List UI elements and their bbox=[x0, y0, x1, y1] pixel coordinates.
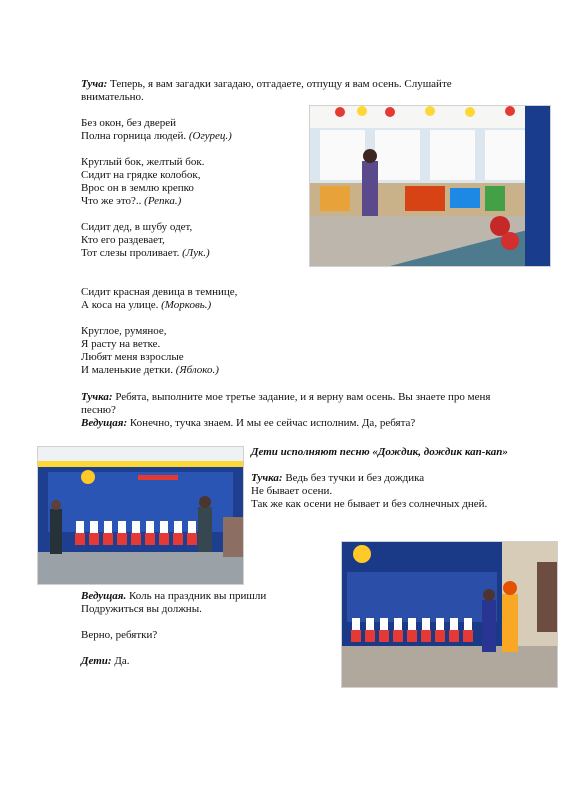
speaker-label: Дети: bbox=[81, 655, 112, 667]
kids-text: Да. bbox=[111, 655, 130, 667]
riddle-line: А коса на улице. bbox=[81, 299, 159, 311]
cloud2-line: Так же как осени не бывает и без солнечных дней. bbox=[251, 498, 488, 510]
speaker-label: Тучка: bbox=[81, 391, 113, 403]
riddle-line: Любят меня взрослые bbox=[81, 351, 184, 363]
riddle-line: Врос он в землю крепко bbox=[81, 182, 194, 194]
riddle-line: Сидит красная девица в темнице, bbox=[81, 286, 238, 298]
intro-text: Теперь, я вам загадки загадаю, отгадаете, отпущу я вам осень. Слушайте внимательно. bbox=[81, 78, 452, 103]
cloud2-line: Ведь без тучки и без дождика bbox=[282, 472, 425, 484]
riddle-answer: (Репка.) bbox=[144, 195, 182, 207]
cloud2-paragraph bbox=[251, 472, 551, 511]
riddle-line: Сидит на грядке колобок, bbox=[81, 169, 201, 181]
riddle-line: Сидит дед, в шубу одет, bbox=[81, 221, 193, 233]
song-title: Дети исполняют песню «Дождик, дождик кап-кап» bbox=[251, 446, 508, 458]
riddle-line: Тот слезы проливает. bbox=[81, 247, 180, 259]
task3-text: Ребята, выполните мое третье задание, и я верну вам осень. Вы знаете про меня песню? bbox=[81, 391, 491, 416]
riddle-answer: (Яблоко.) bbox=[175, 364, 219, 376]
riddle-line: Я расту на ветке. bbox=[81, 338, 161, 350]
host2-line: Подружиться вы должны. bbox=[81, 603, 202, 615]
riddles-block-1 bbox=[81, 117, 311, 260]
photo-children-stage bbox=[37, 446, 244, 585]
intro-paragraph bbox=[81, 78, 501, 104]
speaker-label: Ведущая. bbox=[81, 590, 127, 602]
host2-paragraph bbox=[81, 590, 341, 668]
host2-line: Коль на праздник вы пришли bbox=[126, 590, 267, 602]
cloud2-line: Не бывает осени. bbox=[251, 485, 333, 497]
riddle-line: Круглое, румяное, bbox=[81, 325, 167, 337]
riddle-answer: (Морковь.) bbox=[161, 299, 212, 311]
host2-question: Верно, ребятки? bbox=[81, 629, 158, 641]
riddles-block-2 bbox=[81, 286, 381, 377]
song-line bbox=[251, 446, 551, 459]
riddle-line: Полна горница людей. bbox=[81, 130, 187, 142]
riddle-line: И маленькие детки. bbox=[81, 364, 173, 376]
riddle-line: Кто его раздевает, bbox=[81, 234, 165, 246]
reply1-text: Конечно, тучка знаем. И мы ее сейчас исполним. Да, ребята? bbox=[127, 417, 416, 429]
riddle-answer: (Лук.) bbox=[182, 247, 210, 259]
photo-group-stage bbox=[341, 541, 558, 688]
task3-paragraph bbox=[81, 391, 501, 430]
speaker-label: Тучка: bbox=[251, 472, 283, 484]
riddle-line: Без окон, без дверей bbox=[81, 117, 177, 129]
speaker-label: Ведущая: bbox=[81, 417, 128, 429]
speaker-label: Туча: bbox=[81, 78, 108, 90]
photo-classroom-teacher bbox=[309, 105, 551, 267]
riddle-line: Круглый бок, желтый бок. bbox=[81, 156, 205, 168]
riddle-line: Что же это?.. bbox=[81, 195, 142, 207]
riddle-answer: (Огурец.) bbox=[188, 130, 232, 142]
